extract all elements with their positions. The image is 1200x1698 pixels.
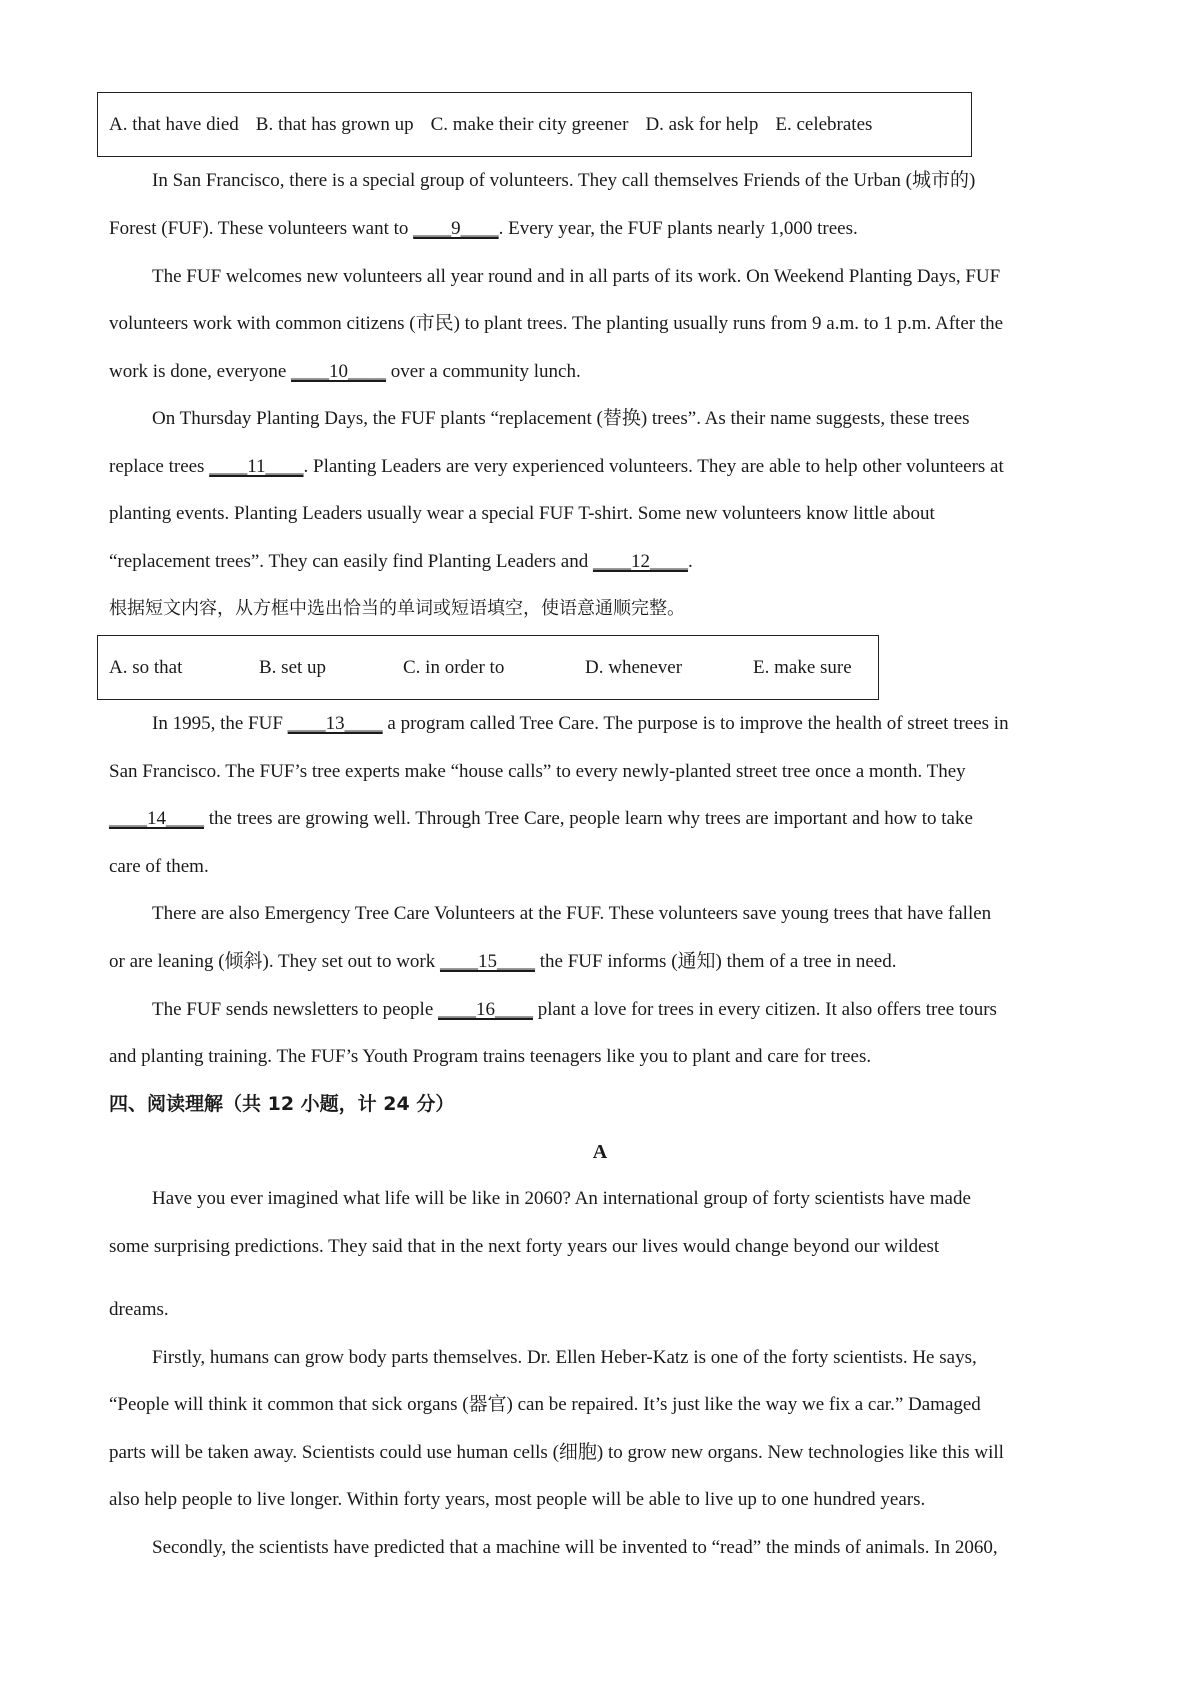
p3-line-1: On Thursday Planting Days, the FUF plants “replacement (替换) trees”. As their name suggests, these trees — [152, 408, 970, 429]
text-segment: the trees are growing well. Through Tree Care, people learn why trees are important and how to take — [204, 808, 973, 829]
p6-line-1 — [152, 997, 997, 1023]
option-c: C. make their city greener — [430, 113, 629, 135]
s4-p1-line-2: some surprising predictions. They said that in the next forty years our lives would change beyond our wildest — [109, 1236, 940, 1257]
p5-line-1: There are also Emergency Tree Care Volunteers at the FUF. These volunteers save young trees that have fallen — [152, 903, 992, 924]
s4-p2-line-2: “People will think it common that sick organs (器官) can be repaired. It’s just like the way we fix a car.” Damaged — [109, 1394, 981, 1415]
s4-p3-line-1: Secondly, the scientists have predicted that a machine will be invented to “read” the minds of animals. In 2060, — [152, 1537, 998, 1558]
s4-p1-line-3: dreams. — [109, 1299, 169, 1320]
text-segment: replace trees — [109, 456, 210, 477]
text-segment: over a community lunch. — [386, 361, 581, 382]
p3-line-4 — [109, 549, 693, 575]
option-a: A. that have died — [109, 113, 239, 135]
p1-line-2 — [109, 216, 858, 242]
text-segment: or are leaning (倾斜). They set out to work — [109, 951, 441, 972]
text-segment: . Every year, the FUF plants nearly 1,000 trees. — [498, 218, 858, 239]
p4-line-2: San Francisco. The FUF’s tree experts make “house calls” to every newly-planted street tree once a month. They — [109, 761, 966, 782]
blank-13: ____13____ — [287, 713, 383, 734]
p2-line-1: The FUF welcomes new volunteers all year round and in all parts of its work. On Weekend Planting Days, FUF — [152, 266, 1001, 287]
s4-p2-line-3: parts will be taken away. Scientists could use human cells (细胞) to grow new organs. New technologies like this will — [109, 1442, 1004, 1463]
option-d: D. ask for help — [645, 113, 759, 135]
option-box-2 — [97, 635, 879, 700]
blank-10: ____10____ — [291, 361, 387, 382]
p4-line-3 — [109, 806, 973, 832]
option-a: A. so that — [109, 656, 183, 678]
text-segment: The FUF sends newsletters to people — [152, 999, 439, 1020]
p3-line-3: planting events. Planting Leaders usually wear a special FUF T-shirt. Some new volunteers know little about — [109, 503, 935, 524]
text-segment: . Planting Leaders are very experienced volunteers. They are able to help other volunteers at — [303, 456, 1004, 477]
option-box-1 — [97, 92, 972, 157]
text-segment: the FUF informs (通知) them of a tree in need. — [535, 951, 897, 972]
s4-p2-line-1: Firstly, humans can grow body parts themselves. Dr. Ellen Heber-Katz is one of the forty scientists. He says, — [152, 1347, 977, 1368]
blank-16: ____16____ — [438, 999, 534, 1020]
text-segment: plant a love for trees in every citizen. It also offers tree tours — [533, 999, 997, 1020]
p2-line-2: volunteers work with common citizens (市民) to plant trees. The planting usually runs from 9 a.m. to 1 p.m. After the — [109, 313, 1004, 334]
section-heading: 四、阅读理解（共 12 小题，计 24 分） — [109, 1093, 455, 1115]
blank-11: ____11____ — [209, 456, 304, 477]
option-b: B. set up — [259, 656, 327, 678]
p6-line-2: and planting training. The FUF’s Youth Program trains teenagers like you to plant and care for trees. — [109, 1046, 872, 1067]
option-e: E. make sure — [753, 656, 852, 678]
text-segment: . — [687, 551, 693, 572]
option-e: E. celebrates — [775, 113, 873, 135]
option-c: C. in order to — [403, 656, 505, 678]
passage-title: A — [592, 1141, 608, 1163]
p1-line-1: In San Francisco, there is a special group of volunteers. They call themselves Friends of the Urban (城市的) — [152, 170, 976, 191]
option-d: D. whenever — [585, 656, 683, 678]
text-segment: “replacement trees”. They can easily find Planting Leaders and — [109, 551, 593, 572]
text-segment: a program called Tree Care. The purpose is to improve the health of street trees in — [382, 713, 1009, 734]
s4-p1-line-1: Have you ever imagined what life will be like in 2060? An international group of forty scientists have made — [152, 1188, 971, 1209]
p5-line-2 — [109, 949, 896, 975]
text-segment: Forest (FUF). These volunteers want to — [109, 218, 414, 239]
p3-line-2 — [109, 454, 1004, 480]
blank-12: ____12____ — [592, 551, 688, 572]
instruction-text: 根据短文内容，从方框中选出恰当的单词或短语填空，使语意通顺完整。 — [109, 598, 685, 619]
text-segment: work is done, everyone — [109, 361, 292, 382]
text-segment: In 1995, the FUF — [152, 713, 288, 734]
p2-line-3 — [109, 359, 581, 385]
p4-line-4: care of them. — [109, 856, 209, 877]
s4-p2-line-4: also help people to live longer. Within forty years, most people will be able to live up to one hundred years. — [109, 1489, 926, 1510]
option-b: B. that has grown up — [255, 113, 414, 135]
p4-line-1 — [152, 711, 1009, 737]
blank-9: ____9____ — [413, 218, 499, 239]
blank-14: ____14____ — [109, 808, 204, 829]
blank-15: ____15____ — [440, 951, 536, 972]
